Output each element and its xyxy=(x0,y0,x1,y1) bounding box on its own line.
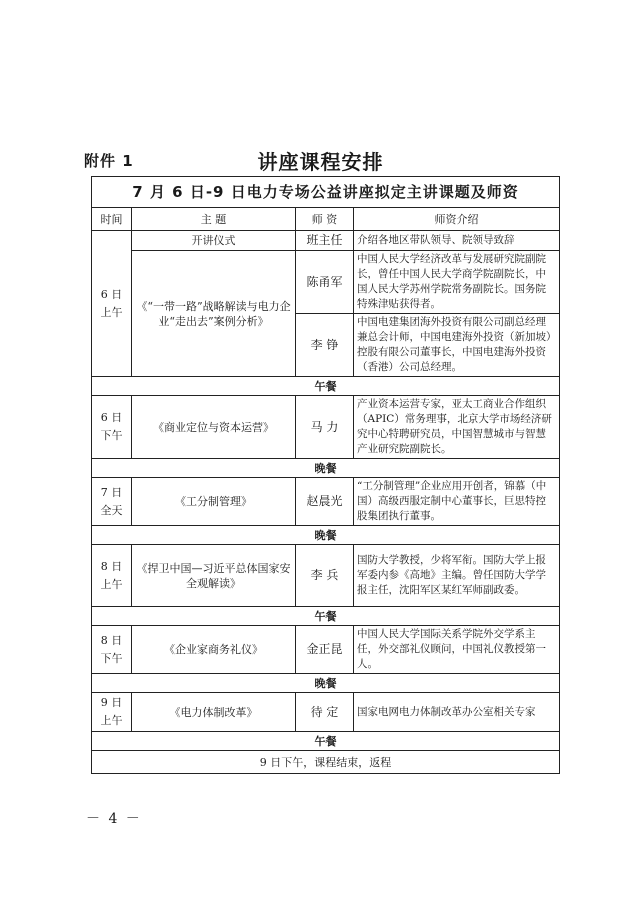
session-teacher: 李 铮 xyxy=(296,314,354,377)
session-teacher: 金正昆 xyxy=(296,626,354,674)
header-intro: 师资介绍 xyxy=(354,208,560,231)
session-teacher: 赵晨光 xyxy=(296,478,354,526)
teacher-intro: 介绍各地区带队领导、院领导致辞 xyxy=(354,231,560,251)
schedule-table xyxy=(91,176,560,774)
session-topic: 《电力体制改革》 xyxy=(132,693,296,732)
session-time: 7 日 全天 xyxy=(92,478,132,526)
attachment-label: 附件 1 xyxy=(84,152,134,170)
session-topic: 《企业家商务礼仪》 xyxy=(132,626,296,674)
session-time: 9 日 上午 xyxy=(92,693,132,732)
meal-label: 晚餐 xyxy=(92,526,560,545)
meal-label: 午餐 xyxy=(92,607,560,626)
teacher-intro: 产业资本运营专家，亚太工商业合作组织（APIC）常务理事，北京大学市场经济研究中心特聘研究员，中国智慧城市与智慧产业研究院副院长。 xyxy=(354,396,560,459)
meal-label: 午餐 xyxy=(92,377,560,396)
meal-label: 晚餐 xyxy=(92,674,560,693)
meal-row xyxy=(92,674,560,693)
session-teacher: 马 力 xyxy=(296,396,354,459)
teacher-intro: 国防大学教授，少将军衔。国防大学上报军委内参《高地》主编。曾任国防大学学报主任，沈阳军区某红军师副政委。 xyxy=(354,545,560,607)
teacher-intro: 国家电网电力体制改革办公室相关专家 xyxy=(354,693,560,732)
session-time: 8 日 上午 xyxy=(92,545,132,607)
meal-row xyxy=(92,377,560,396)
session-topic: 开讲仪式 xyxy=(132,231,296,251)
closing-note: 9 日下午，课程结束，返程 xyxy=(92,751,560,774)
header-time: 时间 xyxy=(92,208,132,231)
session-topic: 《工分制管理》 xyxy=(132,478,296,526)
session-time: 8 日 下午 xyxy=(92,626,132,674)
document-title: 讲座课程安排 xyxy=(257,150,384,174)
teacher-intro: 中国人民大学国际关系学院外交学系主任，外交部礼仪顾问，中国礼仪教授第一人。 xyxy=(354,626,560,674)
header-teacher: 师 资 xyxy=(296,208,354,231)
session-topic: 《商业定位与资本运营》 xyxy=(132,396,296,459)
teacher-intro: 中国电建集团海外投资有限公司副总经理兼总会计师，中国电建海外投资（新加坡）控股有限公司董事长，中国电建海外投资（香港）公司总经理。 xyxy=(354,314,560,377)
meal-row xyxy=(92,607,560,626)
session-time: 6 日 下午 xyxy=(92,396,132,459)
header-topic: 主 题 xyxy=(132,208,296,231)
meal-row xyxy=(92,459,560,478)
session-topic: 《“一带一路”战略解读与电力企业“走出去”案例分析》 xyxy=(132,251,296,377)
session-teacher: 李 兵 xyxy=(296,545,354,607)
teacher-intro: 中国人民大学经济改革与发展研究院副院长，曾任中国人民大学商学院副院长，中国人民大学苏州学院常务副院长。国务院特殊津贴获得者。 xyxy=(354,251,560,314)
meal-row xyxy=(92,732,560,751)
session-time: 6 日 上午 xyxy=(92,231,132,377)
table-caption: 7 月 6 日-9 日电力专场公益讲座拟定主讲课题及师资 xyxy=(92,177,560,208)
meal-label: 晚餐 xyxy=(92,459,560,478)
teacher-intro: “工分制管理”企业应用开创者，锦慕（中国）高级西服定制中心董事长，巨思特控股集团执行董事。 xyxy=(354,478,560,526)
session-topic: 《捍卫中国—习近平总体国家安全观解读》 xyxy=(132,545,296,607)
meal-label: 午餐 xyxy=(92,732,560,751)
session-teacher: 班主任 xyxy=(296,231,354,251)
meal-row xyxy=(92,526,560,545)
session-teacher: 待 定 xyxy=(296,693,354,732)
session-teacher: 陈甬军 xyxy=(296,251,354,314)
page-number: － 4 － xyxy=(86,811,142,827)
